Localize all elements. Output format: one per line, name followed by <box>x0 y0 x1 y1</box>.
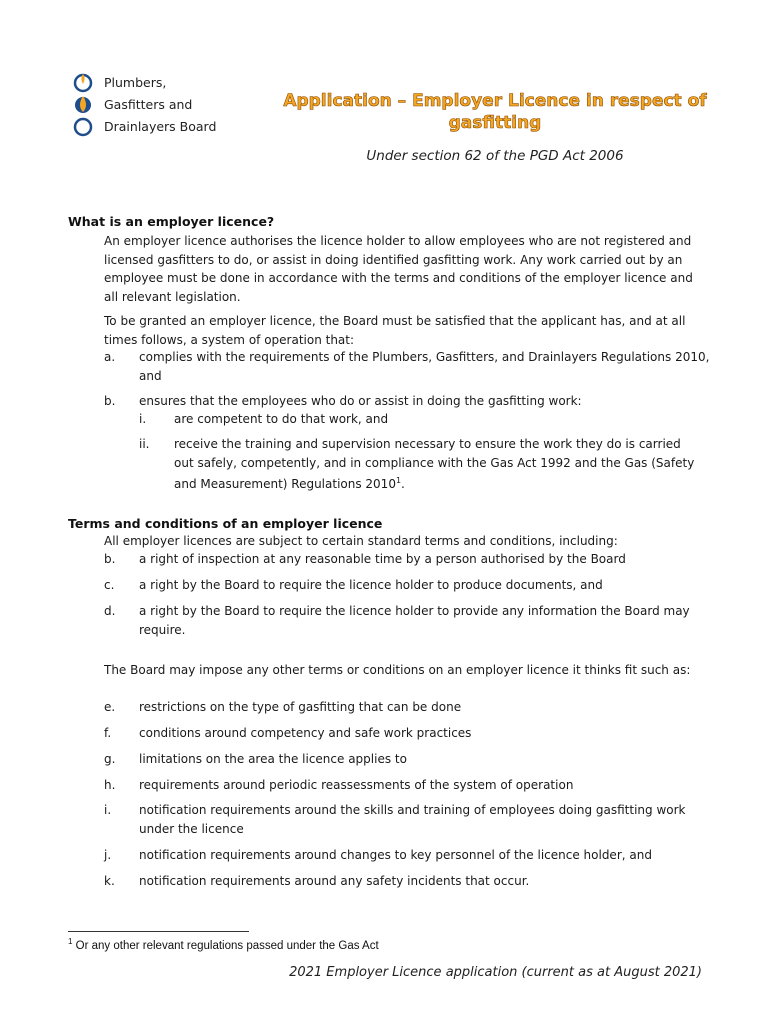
list-item-label: i. <box>104 803 112 817</box>
section-heading-what-is: What is an employer licence? <box>68 214 275 229</box>
list-item-label: j. <box>104 848 112 862</box>
list-item-text: complies with the requirements of the Plumbers, Gasfitters, and Drainlayers Regulations 2010, and <box>139 350 710 383</box>
list-item-text: a right of inspection at any reasonable time by a person authorised by the Board <box>139 552 626 566</box>
list-item-text: notification requirements around changes to key personnel of the licence holder, and <box>139 848 652 862</box>
section2-intro: All employer licences are subject to certain standard terms and conditions, including: <box>104 534 618 548</box>
section1-para1: An employer licence authorises the licence holder to allow employees who are not registered and licensed gasfitters to do, or assist in doing identified gasfitting work. Any work carried out by an employee must be done in accordance with the terms and conditions of the employer licence and all relevant legislation. <box>104 234 693 304</box>
logo-line-1: Plumbers, <box>104 75 167 90</box>
list-item-label: c. <box>104 578 115 592</box>
logo-line-3: Drainlayers Board <box>104 119 217 134</box>
list-item-text: limitations on the area the licence applies to <box>139 752 407 766</box>
list-item-text: ensures that the employees who do or assist in doing the gasfitting work: <box>139 394 582 408</box>
list-item-label: b. <box>104 552 116 566</box>
footnote <box>68 937 379 952</box>
page-title: Application – Employer Licence in respect of gasfitting <box>283 91 707 133</box>
list-item-text: conditions around competency and safe work practices <box>139 726 472 740</box>
page-subtitle: Under section 62 of the PGD Act 2006 <box>366 148 624 164</box>
list-item-text: requirements around periodic reassessments of the system of operation <box>139 778 574 792</box>
footnote-divider <box>68 931 249 932</box>
list-item-label: g. <box>104 752 116 766</box>
list-item-text: a right by the Board to require the licence holder to produce documents, and <box>139 578 603 592</box>
section-heading-terms: Terms and conditions of an employer licence <box>68 516 383 531</box>
sublist-item-label: ii. <box>139 437 150 451</box>
section1-para2: To be granted an employer licence, the Board must be satisfied that the applicant has, and at all times follows, a system of operation that: <box>104 314 686 347</box>
list-item-label: k. <box>104 874 115 888</box>
list-item-label: f. <box>104 726 112 740</box>
logo <box>70 72 230 142</box>
footnote-ref: 1 <box>395 476 402 485</box>
section2-para: The Board may impose any other terms or conditions on an employer licence it thinks fit such as: <box>104 663 691 677</box>
list-item-label: h. <box>104 778 116 792</box>
logo-line-2: Gasfitters and <box>104 97 193 112</box>
sublist-item-label: i. <box>139 412 147 426</box>
list-item-text: notification requirements around any safety incidents that occur. <box>139 874 530 888</box>
list-item-text: restrictions on the type of gasfitting that can be done <box>139 700 462 714</box>
sublist-item-text: receive the training and supervision necessary to ensure the work they do is carried out safely, competently, and in compliance with the Gas Act 1992 and the Gas (Safety and Measurement) Regulations 2010$^1$. <box>174 437 695 491</box>
sublist-item-text: are competent to do that work, and <box>174 412 389 426</box>
list-item-label: a. <box>104 350 116 364</box>
list-item-label: e. <box>104 700 116 714</box>
footnote-text: Or any other relevant regulations passed under the Gas Act <box>72 939 379 952</box>
page-footer: 2021 Employer Licence application (current as at August 2021) <box>289 965 702 980</box>
list-item-label: b. <box>104 394 116 408</box>
footnote-number: 1 <box>68 937 73 946</box>
list-item-text: notification requirements around the skills and training of employees doing gasfitting work under the licence <box>139 803 686 836</box>
logo-mark-icon <box>72 72 96 138</box>
list-item-text: a right by the Board to require the licence holder to provide any information the Board may require. <box>139 604 690 637</box>
list-item-label: d. <box>104 604 116 618</box>
